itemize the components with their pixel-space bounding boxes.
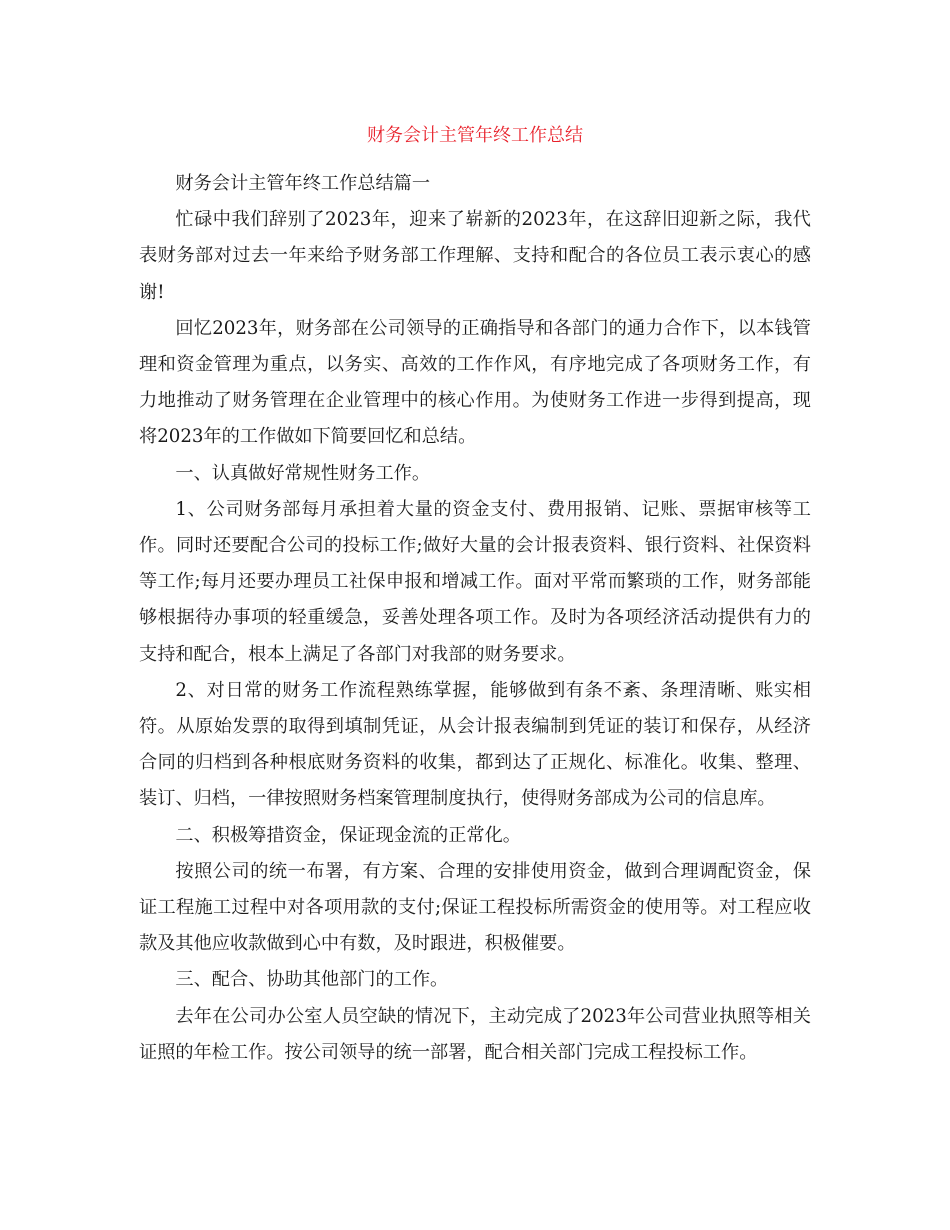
document-body (139, 166, 811, 1071)
body-paragraph: 1、公司财务部每月承担着大量的资金支付、费用报销、记账、票据审核等工作。同时还要配合公司的投标工作;做好大量的会计报表资料、银行资料、社保资料等工作;每月还要办理员工社保申报和增减工作。面对平常而繁琐的工作，财务部能够根据待办事项的轻重缓急，妥善处理各项工作。及时为各项经济活动提供有力的支持和配合，根本上满足了各部门对我部的财务要求。 (139, 498, 811, 665)
section-heading: 财务会计主管年终工作总结篇一 (175, 173, 431, 194)
section-heading: 二、积极筹措资金，保证现金流的正常化。 (175, 824, 521, 846)
body-paragraph: 忙碌中我们辞别了2023年，迎来了崭新的2023年，在这辞旧迎新之际，我代表财务部对过去一年来给予财务部工作理解、支持和配合的各位员工表示衷心的感谢! (139, 209, 811, 303)
body-paragraph: 回忆2023年，财务部在公司领导的正确指导和各部门的通力合作下，以本钱管理和资金管理为重点，以务实、高效的工作作风，有序地完成了各项财务工作，有力地推动了财务管理在企业管理中的核心作用。为使财务工作进一步得到提高，现将2023年的工作做如下简要回忆和总结。 (139, 317, 811, 448)
body-paragraph: 2、对日常的财务工作流程熟练掌握，能够做到有条不紊、条理清晰、账实相符。从原始发票的取得到填制凭证，从会计报表编制到凭证的装订和保存，从经济合同的归档到各种根底财务资料的收集，都到达了正规化、标准化。收集、整理、装订、归档，一律按照财务档案管理制度执行，使得财务部成为公司的信息库。 (139, 679, 811, 810)
section-heading: 三、配合、协助其他部门的工作。 (175, 969, 449, 991)
body-paragraph: 按照公司的统一布署，有方案、合理的安排使用资金，做到合理调配资金，保证工程施工过程中对各项用款的支付;保证工程投标所需资金的使用等。对工程应收款及其他应收款做到心中有数，及时跟进，积极催要。 (139, 860, 811, 955)
section-heading: 一、认真做好常规性财务工作。 (175, 462, 431, 484)
document-title: 财务会计主管年终工作总结 (367, 125, 583, 146)
body-paragraph: 去年在公司办公室人员空缺的情况下，主动完成了2023年公司营业执照等相关证照的年检工作。按公司领导的统一部署，配合相关部门完成工程投标工作。 (139, 1005, 811, 1063)
